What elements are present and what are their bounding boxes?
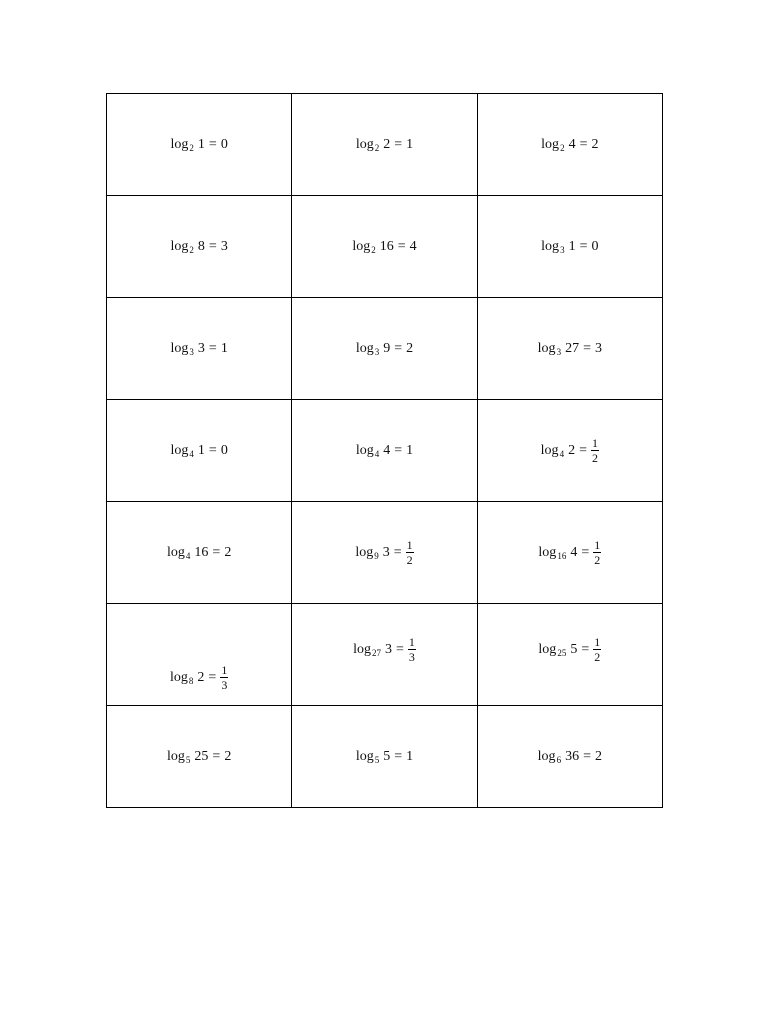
log-expression bbox=[356, 750, 413, 764]
log-value: 2 bbox=[224, 748, 232, 764]
log-expression bbox=[355, 539, 413, 566]
log-argument: 27 bbox=[565, 340, 580, 356]
log-base: 3 bbox=[560, 245, 565, 255]
log-value: 3 bbox=[594, 340, 602, 356]
log-value: 1 bbox=[220, 340, 228, 356]
log-argument: 5 bbox=[570, 641, 578, 657]
log-word: log bbox=[537, 340, 556, 356]
equals-sign: = bbox=[394, 340, 403, 356]
log-card bbox=[292, 94, 477, 196]
log-word: log bbox=[538, 544, 557, 560]
log-base: 8 bbox=[188, 676, 194, 686]
log-value: 2 bbox=[594, 748, 602, 764]
log-value: 2 bbox=[591, 136, 599, 152]
equals-sign: = bbox=[394, 442, 403, 458]
log-card bbox=[107, 298, 292, 400]
log-expression bbox=[538, 750, 602, 764]
log-word: log bbox=[355, 748, 374, 764]
log-base: 2 bbox=[189, 143, 194, 153]
log-expression bbox=[171, 138, 228, 152]
fraction bbox=[593, 539, 601, 566]
log-value: 0 bbox=[220, 442, 228, 458]
log-expression bbox=[538, 636, 601, 663]
log-argument: 3 bbox=[382, 544, 390, 560]
fraction-denominator: 2 bbox=[591, 451, 598, 465]
table-row bbox=[107, 604, 663, 706]
log-base: 2 bbox=[371, 245, 376, 255]
log-word: log bbox=[170, 136, 189, 152]
equals-sign: = bbox=[579, 238, 588, 254]
log-base: 5 bbox=[374, 755, 380, 765]
log-expression bbox=[170, 664, 228, 691]
equals-sign: = bbox=[579, 442, 587, 458]
equals-sign: = bbox=[395, 641, 404, 657]
log-argument: 3 bbox=[384, 641, 392, 657]
log-argument: 8 bbox=[197, 238, 205, 254]
log-argument: 36 bbox=[565, 748, 580, 764]
fraction-numerator: 1 bbox=[408, 635, 415, 649]
log-base: 3 bbox=[189, 347, 194, 357]
equals-sign: = bbox=[208, 238, 217, 254]
log-card bbox=[292, 706, 477, 808]
log-value: 1 bbox=[406, 748, 414, 764]
log-card bbox=[107, 94, 292, 196]
fraction-denominator: 2 bbox=[406, 553, 413, 567]
log-value: 0 bbox=[220, 136, 228, 152]
log-word: log bbox=[541, 136, 560, 152]
log-base: 4 bbox=[374, 449, 380, 459]
fraction-numerator: 1 bbox=[221, 663, 228, 677]
log-word: log bbox=[167, 748, 185, 764]
log-card bbox=[292, 604, 477, 706]
log-argument: 4 bbox=[570, 544, 578, 560]
log-value: 4 bbox=[409, 238, 417, 254]
log-argument: 4 bbox=[568, 136, 576, 152]
equals-sign: = bbox=[394, 748, 403, 764]
log-word: log bbox=[170, 669, 188, 685]
log-expression bbox=[171, 444, 228, 458]
log-card bbox=[107, 604, 292, 706]
fraction bbox=[408, 636, 416, 663]
log-base: 6 bbox=[556, 755, 562, 765]
log-card bbox=[107, 706, 292, 808]
log-value: 1 bbox=[406, 136, 414, 152]
log-value: 3 bbox=[220, 238, 228, 254]
log-base: 16 bbox=[557, 551, 567, 561]
log-word: log bbox=[352, 238, 371, 254]
log-argument: 1 bbox=[197, 136, 205, 152]
log-base: 27 bbox=[371, 648, 381, 658]
equals-sign: = bbox=[208, 136, 217, 152]
log-card bbox=[292, 502, 477, 604]
log-expression bbox=[356, 444, 413, 458]
log-word: log bbox=[353, 641, 371, 657]
log-base: 3 bbox=[556, 347, 562, 357]
equals-sign: = bbox=[393, 544, 402, 560]
log-word: log bbox=[170, 238, 189, 254]
log-expression bbox=[356, 342, 413, 356]
log-argument: 2 bbox=[568, 442, 576, 458]
equals-sign: = bbox=[581, 544, 590, 560]
equals-sign: = bbox=[397, 238, 406, 254]
table-row bbox=[107, 94, 663, 196]
log-argument: 2 bbox=[197, 669, 205, 685]
fraction-numerator: 1 bbox=[594, 635, 601, 649]
log-expression bbox=[541, 138, 598, 152]
log-word: log bbox=[167, 544, 185, 560]
log-expression bbox=[538, 539, 601, 566]
log-base: 4 bbox=[189, 449, 194, 459]
log-card bbox=[477, 400, 662, 502]
log-value: 1 bbox=[406, 442, 414, 458]
equals-sign: = bbox=[394, 136, 403, 152]
log-card bbox=[292, 298, 477, 400]
log-word: log bbox=[355, 136, 374, 152]
log-word: log bbox=[541, 238, 560, 254]
log-word: log bbox=[355, 442, 374, 458]
log-word: log bbox=[170, 340, 189, 356]
log-expression bbox=[541, 240, 598, 254]
log-card bbox=[477, 94, 662, 196]
equals-sign: = bbox=[212, 544, 221, 560]
log-word: log bbox=[355, 544, 374, 560]
log-card bbox=[107, 400, 292, 502]
log-base: 2 bbox=[374, 143, 380, 153]
log-argument: 3 bbox=[197, 340, 205, 356]
log-expression bbox=[353, 636, 416, 663]
log-argument: 16 bbox=[379, 238, 394, 254]
log-expression bbox=[167, 750, 231, 764]
fraction bbox=[406, 539, 414, 566]
log-argument: 1 bbox=[197, 442, 205, 458]
log-word: log bbox=[538, 641, 557, 657]
log-card bbox=[107, 196, 292, 298]
log-word: log bbox=[537, 748, 556, 764]
log-card bbox=[107, 502, 292, 604]
log-card bbox=[292, 400, 477, 502]
log-card bbox=[477, 502, 662, 604]
log-argument: 9 bbox=[383, 340, 391, 356]
log-base: 9 bbox=[374, 551, 379, 561]
table-row bbox=[107, 502, 663, 604]
log-base: 4 bbox=[185, 551, 191, 561]
log-card bbox=[477, 604, 662, 706]
log-expression bbox=[352, 240, 416, 254]
log-base: 3 bbox=[374, 347, 380, 357]
log-value: 0 bbox=[591, 238, 599, 254]
log-base: 4 bbox=[559, 449, 565, 459]
log-argument: 25 bbox=[194, 748, 209, 764]
fraction-numerator: 1 bbox=[591, 436, 598, 450]
log-argument: 1 bbox=[568, 238, 576, 254]
log-expression bbox=[171, 240, 228, 254]
log-card bbox=[292, 196, 477, 298]
fraction bbox=[593, 636, 601, 663]
log-value: 2 bbox=[406, 340, 414, 356]
fraction-denominator: 3 bbox=[408, 650, 415, 664]
equals-sign: = bbox=[208, 669, 217, 685]
log-word: log bbox=[170, 442, 189, 458]
fraction-numerator: 1 bbox=[406, 538, 413, 552]
table-row bbox=[107, 298, 663, 400]
table-row bbox=[107, 706, 663, 808]
log-card-table bbox=[106, 93, 663, 808]
log-argument: 4 bbox=[383, 442, 391, 458]
table-row bbox=[107, 196, 663, 298]
log-card bbox=[477, 298, 662, 400]
equals-sign: = bbox=[583, 748, 591, 764]
log-argument: 5 bbox=[383, 748, 391, 764]
table-row bbox=[107, 400, 663, 502]
equals-sign: = bbox=[583, 340, 591, 356]
log-card bbox=[477, 706, 662, 808]
log-card bbox=[477, 196, 662, 298]
fraction-denominator: 3 bbox=[221, 678, 228, 692]
log-expression bbox=[538, 342, 602, 356]
fraction-denominator: 2 bbox=[594, 650, 601, 664]
fraction-denominator: 2 bbox=[594, 553, 601, 567]
equals-sign: = bbox=[212, 748, 221, 764]
log-argument: 2 bbox=[383, 136, 391, 152]
log-base: 5 bbox=[185, 755, 191, 765]
fraction bbox=[591, 437, 599, 464]
log-expression bbox=[541, 437, 599, 464]
log-argument: 16 bbox=[194, 544, 209, 560]
log-value: 2 bbox=[224, 544, 232, 560]
log-base: 2 bbox=[189, 245, 194, 255]
log-word: log bbox=[355, 340, 374, 356]
log-base: 25 bbox=[557, 648, 567, 658]
log-base: 2 bbox=[560, 143, 565, 153]
log-expression bbox=[356, 138, 413, 152]
log-expression bbox=[171, 342, 228, 356]
log-expression bbox=[167, 546, 231, 560]
equals-sign: = bbox=[208, 442, 217, 458]
fraction bbox=[220, 664, 228, 691]
fraction-numerator: 1 bbox=[594, 538, 601, 552]
equals-sign: = bbox=[579, 136, 588, 152]
equals-sign: = bbox=[581, 641, 590, 657]
log-word: log bbox=[540, 442, 559, 458]
equals-sign: = bbox=[208, 340, 217, 356]
